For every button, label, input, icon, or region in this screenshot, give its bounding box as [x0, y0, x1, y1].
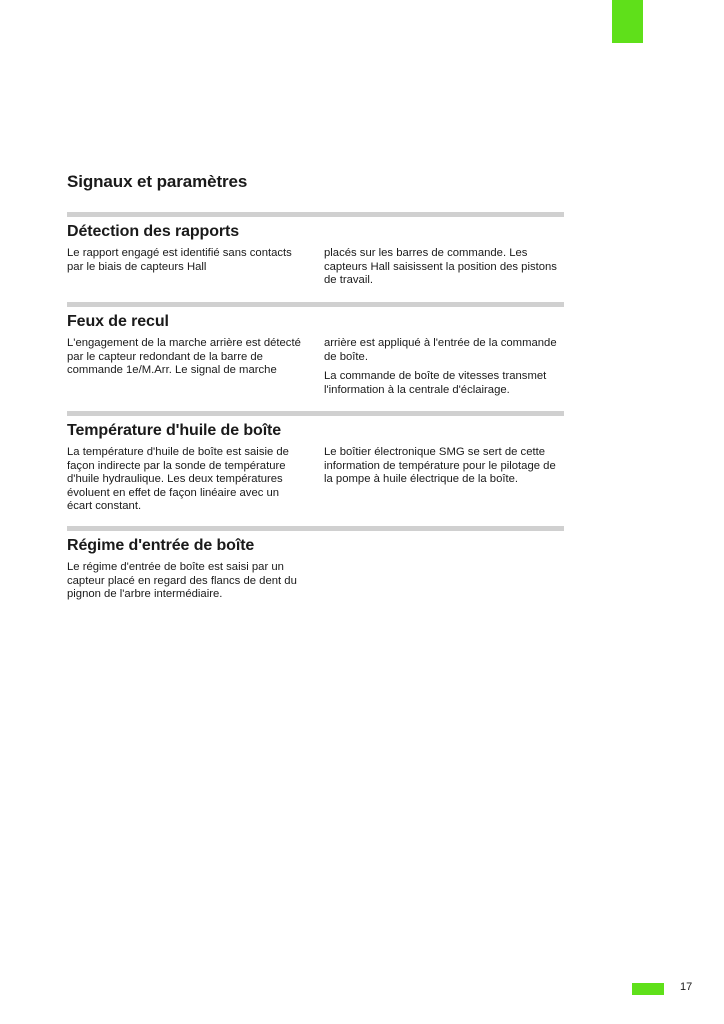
section-heading: Détection des rapports — [67, 223, 240, 240]
right-column — [324, 247, 564, 294]
section-oil-temperature — [67, 411, 564, 520]
section-divider — [67, 411, 564, 416]
section-heading: Régime d'entrée de boîte — [67, 537, 255, 554]
section-reverse-lights — [67, 302, 564, 403]
paragraph: Le régime d'entrée de boîte est saisi par un capteur placé en regard des flancs de dent du pignon de l'arbre intermédiaire. — [67, 561, 297, 601]
right-column — [324, 446, 564, 520]
paragraph: Le rapport engagé est identifié sans contacts par le biais de capteurs Hall — [67, 247, 292, 273]
page-number: 17 — [680, 981, 693, 993]
right-column — [324, 561, 564, 608]
left-column — [67, 337, 307, 403]
paragraph: placés sur les barres de commande. Les capteurs Hall saisissent la position des pistons de travail. — [324, 247, 557, 287]
paragraph: arrière est appliqué à l'entrée de la commande de boîte. — [324, 337, 557, 363]
paragraph: L'engagement de la marche arrière est détecté par le capteur redondant de la barre de commande 1e/M.Arr. Le signal de marche — [67, 337, 301, 377]
section-divider — [67, 302, 564, 307]
paragraph: La commande de boîte de vitesses transmet l'information à la centrale d'éclairage. — [324, 370, 547, 396]
paragraph: La température d'huile de boîte est saisie de façon indirecte par la sonde de température d'huile hydraulique. Les deux températures évoluent en effet de façon linéaire avec un écart constant. — [67, 446, 289, 513]
section-gear-detection — [67, 212, 564, 294]
left-column — [67, 247, 307, 294]
right-column — [324, 337, 564, 403]
paragraph: Le boîtier électronique SMG se sert de cette information de température pour le pilotage de la pompe à huile électrique de la boîte. — [324, 446, 556, 486]
left-column — [67, 446, 307, 520]
section-heading: Température d'huile de boîte — [67, 422, 282, 439]
page-title: Signaux et paramètres — [67, 172, 248, 191]
top-color-tab — [612, 0, 643, 43]
left-column — [67, 561, 307, 608]
section-heading: Feux de recul — [67, 313, 169, 330]
footer-color-bar — [632, 983, 664, 995]
section-divider — [67, 212, 564, 217]
section-input-speed — [67, 526, 564, 608]
section-divider — [67, 526, 564, 531]
